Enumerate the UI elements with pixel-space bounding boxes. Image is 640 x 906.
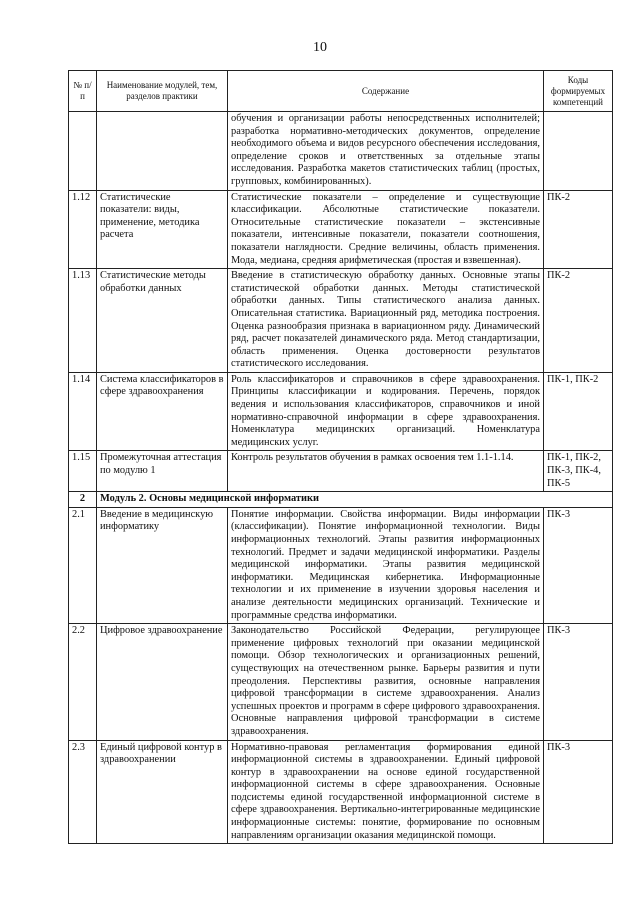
row-content: обучения и организации работы непосредственных исполнителей; разработка нормативно-методических документов, определение необходимого объема и видов ресурсного обеспечения исследования, определение сроков и ответственных за отдельные этапы исследования. Разработка макетов статистических таблиц (простых, групповых, комбинированных). [228,112,544,191]
row-num [69,112,97,191]
row-codes: ПК-2 [544,190,613,269]
table-row [69,451,613,492]
row-name: Введение в медицинскую информатику [97,507,228,623]
row-num: 1.12 [69,190,97,269]
row-codes: ПК-1, ПК-2, ПК-3, ПК-4, ПК-5 [544,451,613,492]
page-number: 10 [313,40,327,55]
row-name: Единый цифровой контур в здравоохранении [97,740,228,844]
program-table [68,70,613,844]
row-num: 2.3 [69,740,97,844]
row-name: Цифровое здравоохранение [97,624,228,740]
header-name: Наименование модулей, тем, разделов практики [97,71,228,112]
row-name: Система классификаторов в сфере здравоохранения [97,372,228,451]
row-num: 2.1 [69,507,97,623]
row-codes: ПК-3 [544,624,613,740]
row-codes [544,112,613,191]
table-row [69,269,613,373]
module-title: Модуль 2. Основы медицинской информатики [97,492,613,508]
row-content: Роль классификаторов и справочников в сфере здравоохранения. Принципы классификации и кодирования. Перечень, порядок ведения и использования классификаторов, справочников и иной нормативно-справочной информации в сфере здравоохранения. Номенклатура медицинских организаций. Номенклатура медицинских услуг. [228,372,544,451]
row-num: 1.14 [69,372,97,451]
table-header [69,71,613,112]
row-content: Нормативно-правовая регламентация формирования единой информационной системы в здравоохранении. Единый цифровой контур в здравоохранении на основе единой государственной информационной системы в сфере здравоохранения. Основные подсистемы единой государственной информационной системе в сфере здравоохранения. Вертикально-интегрированные медицинские информационные системы: понятие, формирование по основным направлениям организации оказания медицинской помощи. [228,740,544,844]
row-name: Статистические методы обработки данных [97,269,228,373]
row-content: Законодательство Российской Федерации, регулирующее применение цифровых технологий при оказании медицинской помощи. Обзор технологических и организационных решений, существующих на отечественном рынке. Барьеры развития и пути преодоления. Перспективы развития, основные направления цифровой трансформации в системе здравоохранения. Анализ успешных проектов и программ в сфере цифрового здравоохранения. Основные направления цифровой трансформации в системе здравоохранения. [228,624,544,740]
row-content: Контроль результатов обучения в рамках освоения тем 1.1-1.14. [228,451,544,492]
row-codes: ПК-2 [544,269,613,373]
header-num: № п/п [69,71,97,112]
table-row [69,507,613,623]
table-row [69,190,613,269]
row-num: 1.13 [69,269,97,373]
row-content: Понятие информации. Свойства информации. Виды информации (классификации). Понятие информационной технологии. Виды информационных технологий. Этапы развития информационных технологий. Предмет и задачи медицинской информатики. Разделы медицинской информатики. Этапы развития медицинской информатики. Медицинская кибернетика. Информационные технологии и их применение в изучении здоровья населения и анализе деятельности медицинских организаций. Технические и программные средства информатики. [228,507,544,623]
row-name: Промежуточная аттестация по модулю 1 [97,451,228,492]
row-name [97,112,228,191]
table-row [69,372,613,451]
header-content: Содержание [228,71,544,112]
row-codes: ПК-3 [544,740,613,844]
row-content: Статистические показатели – определение и существующие классификации. Абсолютные статистические показатели. Относительные статистические показатели – экстенсивные показатели, интенсивные показатели, показатели соотношения, показатели наглядности. Средние величины, область применения. Мода, медиана, средняя арифметическая (простая и взвешенная). [228,190,544,269]
table-row [69,624,613,740]
row-name: Статистические показатели: виды, применение, методика расчета [97,190,228,269]
table-row [69,112,613,191]
row-content: Введение в статистическую обработку данных. Основные этапы статистической обработки данных. Методы статистической обработки данных. Типы статистического анализа данных. Описательная статистика. Вариационный ряд, методика построения. Оценка разнообразия признака в вариационном ряду. Динамический ряд, расчет показателей динамического ряда. Метод стандартизации, область применения. Оценка достоверности результатов статистического исследования. [228,269,544,373]
module-row [69,492,613,508]
table-row [69,740,613,844]
row-codes: ПК-1, ПК-2 [544,372,613,451]
module-num: 2 [69,492,97,508]
row-num: 1.15 [69,451,97,492]
row-codes: ПК-3 [544,507,613,623]
row-num: 2.2 [69,624,97,740]
header-codes: Коды формируемых компетенций [544,71,613,112]
